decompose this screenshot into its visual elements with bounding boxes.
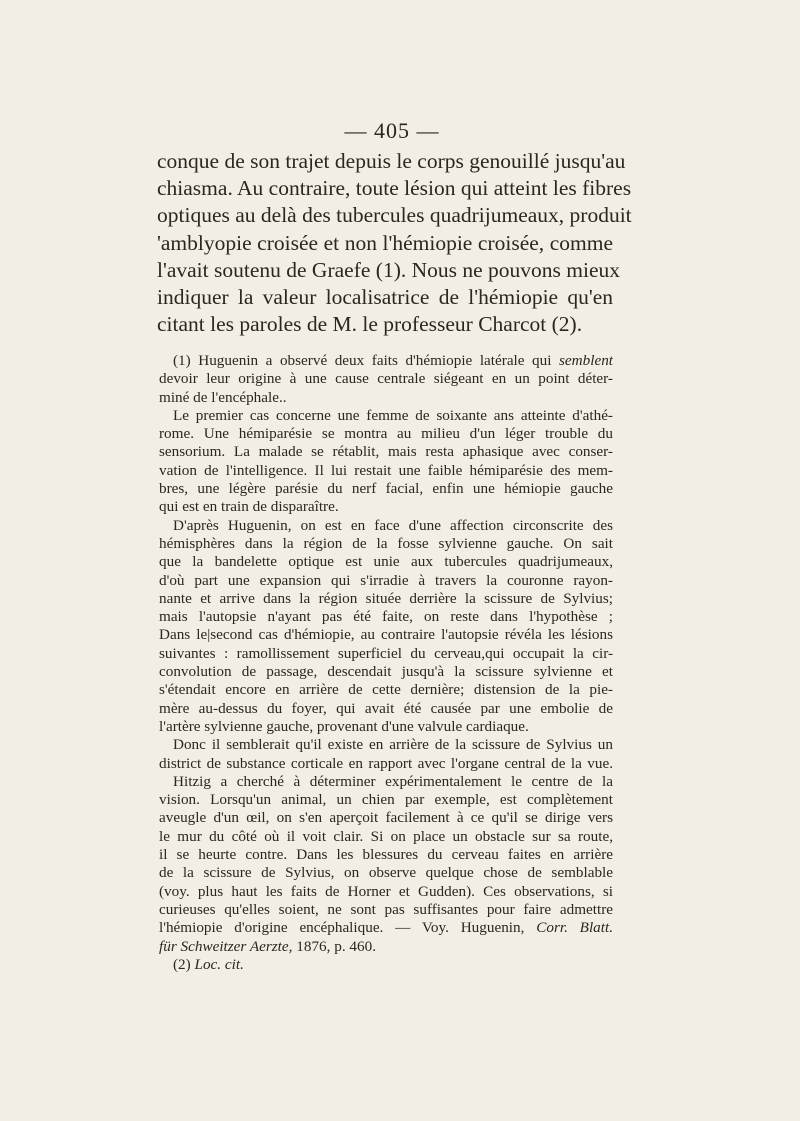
footnote-line: curieuses qu'elles soient, ne sont pas suffisantes pour faire admettre bbox=[159, 900, 613, 918]
italic-word: semblent bbox=[559, 352, 613, 369]
footnotes bbox=[157, 352, 613, 974]
main-text-line: 'amblyopie croisée et non l'hémiopie croisée, comme bbox=[157, 230, 613, 255]
footnote-line: mère au-dessus du foyer, qui avait été causée par une embolie de bbox=[159, 699, 613, 717]
main-text-line: optiques au delà des tubercules quadrijumeaux, produit bbox=[157, 203, 632, 228]
footnote-line: Hitzig a cherché à déterminer expérimentalement le centre de la bbox=[173, 772, 613, 790]
footnote-line: für Schweitzer Aerzte, 1876, p. 460. bbox=[159, 937, 376, 955]
footnote-line: d'où part une expansion qui s'irradie à travers la couronne rayon- bbox=[159, 571, 613, 589]
footnote-line: que la bandelette optique est unie aux tubercules quadrijumeaux, bbox=[159, 553, 613, 571]
footnote-line: bres, une légère parésie du nerf facial, enfin une hémiopie gauche bbox=[159, 480, 613, 498]
footnote-line: l'hémiopie d'origine encéphalique. — Voy. Huguenin, Corr. Blatt. bbox=[159, 919, 613, 937]
page-number: — 405 — bbox=[344, 118, 440, 143]
footnote-line: il se heurte contre. Dans les blessures du cerveau faites en arrière bbox=[159, 846, 613, 864]
footnote-line: (1) Huguenin a observé deux faits d'hémiopie latérale qui semblent bbox=[173, 352, 613, 369]
footnote-line: nante et arrive dans la région située derrière la scissure de Sylvius; bbox=[159, 589, 613, 607]
footnote-line: suivantes : ramollissement superficiel du cerveau,qui occupait la cir- bbox=[159, 644, 613, 662]
main-text-line: l'avait soutenu de Graefe (1). Nous ne pouvons mieux bbox=[157, 257, 621, 282]
footnote-line: rome. Une hémiparésie se montra au milieu d'un léger trouble du bbox=[159, 425, 613, 443]
main-text-line: citant les paroles de M. le professeur Charcot (2). bbox=[157, 312, 583, 337]
footnote-line: (voy. plus haut les faits de Horner et Gudden). Ces observations, si bbox=[159, 882, 613, 900]
footnote-2: (2) Loc. cit. bbox=[173, 955, 244, 973]
footnote-line: Le premier cas concerne une femme de soixante ans atteinte d'athé- bbox=[173, 406, 613, 424]
footnote-line: convolution de passage, descendait jusqu'à la scissure sylvienne et bbox=[159, 663, 613, 681]
footnote-line: sensorium. La malade se rétablit, mais resta aphasique avec conser- bbox=[159, 443, 613, 461]
footnote-line: vation de l'intelligence. Il lui restait une faible hémiparésie des mem- bbox=[159, 461, 613, 479]
footnote-line: hémisphères dans la région de la fosse sylvienne gauche. On sait bbox=[159, 534, 613, 552]
footnote-line: Dans le|second cas d'hémiopie, au contraire l'autopsie révéla les lésions bbox=[159, 626, 613, 644]
footnote-line: aveugle d'un œil, on s'en aperçoit facilement à ce qu'il se dirige vers bbox=[159, 809, 613, 827]
footnote-line: le mur du côté où il voit clair. Si on place un obstacle sur sa route, bbox=[159, 827, 613, 845]
footnote-line: miné de l'encéphale.. bbox=[159, 388, 287, 406]
footnote-line: s'étendait encore en arrière de cette dernière; distension de la pie- bbox=[159, 681, 613, 699]
journal-title: für Schweitzer Aerzte, bbox=[159, 937, 293, 955]
main-text-line: indiquer la valeur localisatrice de l'hémiopie qu'en bbox=[157, 285, 613, 310]
footnote-line: vision. Lorsqu'un animal, un chien par exemple, est complètement bbox=[159, 791, 613, 809]
main-text-line: chiasma. Au contraire, toute lésion qui atteint les fibres bbox=[157, 176, 632, 201]
footnote-line: Donc il semblerait qu'il existe en arrière de la scissure de Sylvius un bbox=[173, 736, 613, 754]
main-text-line: conque de son trajet depuis le corps genouillé jusqu'au bbox=[157, 149, 626, 173]
main-text bbox=[157, 148, 632, 338]
footnote-line: devoir leur origine à une cause centrale siégeant en un point déter- bbox=[159, 370, 613, 388]
footnote-line: qui est en train de disparaître. bbox=[159, 498, 339, 516]
journal-title: Corr. Blatt. bbox=[536, 919, 613, 937]
footnote-line: l'artère sylvienne gauche, provenant d'une valvule cardiaque. bbox=[159, 717, 529, 735]
footnote-line: D'après Huguenin, on est en face d'une affection circonscrite des bbox=[173, 516, 613, 534]
footnote-line: de la scissure de Sylvius, on observe quelque chose de semblable bbox=[159, 864, 613, 882]
footnote-line: mais l'autopsie n'ayant pas été faite, on reste dans l'hypothèse ; bbox=[159, 608, 613, 626]
footnote-line: district de substance corticale en rapport avec l'organe central de la vue. bbox=[159, 754, 613, 772]
